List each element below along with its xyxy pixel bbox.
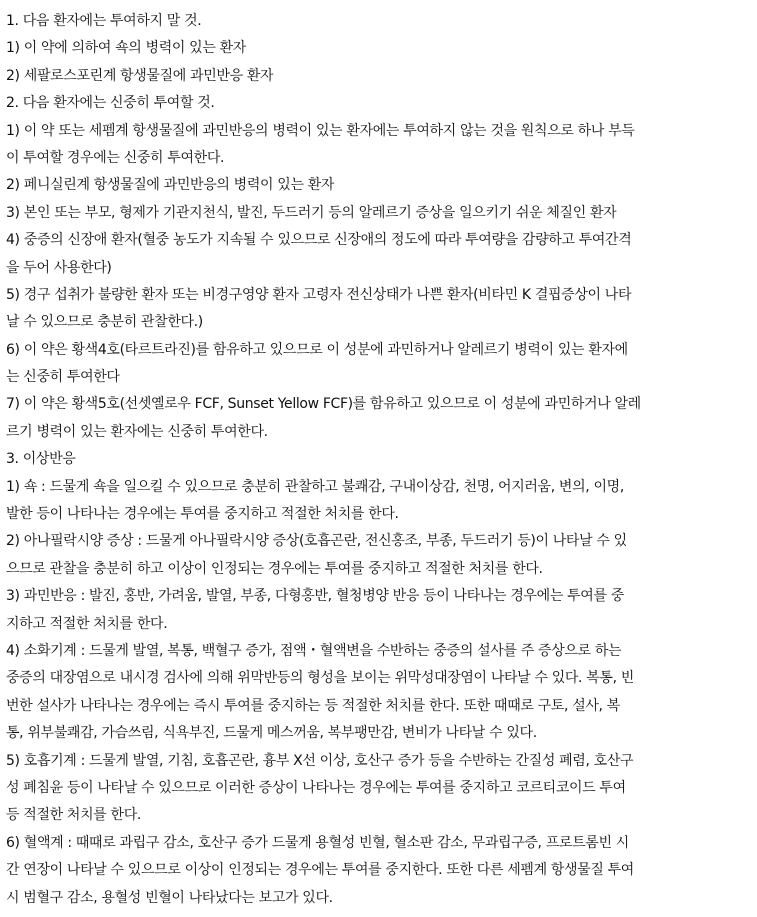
text-line: 2. 다음 환자에는 신중히 투여할 것. (6, 95, 215, 112)
text-line: 1) 이 약 또는 세펨계 항생물질에 과민반응의 병력이 있는 환자에는 투여하지 않는 것을 원칙으로 하나 부득 (6, 122, 635, 139)
document-text (6, 8, 741, 912)
text-line: 날 수 있으므로 충분히 관찰한다.) (6, 314, 203, 331)
text-line: 르기 병력이 있는 환자에는 신중히 투여한다. (6, 423, 268, 440)
text-line: 간 연장이 나타날 수 있으므로 이상이 인정되는 경우에는 투여를 중지한다. 또한 다른 세펨계 항생물질 투여 (6, 862, 634, 879)
text-line: 1) 이 약에 의하여 쇽의 병력이 있는 환자 (6, 40, 246, 57)
text-line: 지하고 적절한 처치를 한다. (6, 615, 168, 632)
text-line: 등 적절한 처치를 한다. (6, 807, 141, 824)
text-line: 1) 쇽 : 드물게 쇽을 일으킬 수 있으므로 충분히 관찰하고 불쾌감, 구내이상감, 천명, 어지러움, 변의, 이명, (6, 478, 624, 495)
text-line: 1. 다음 환자에는 투여하지 말 것. (6, 13, 202, 29)
text-line: 3. 이상반응 (6, 451, 76, 468)
text-line: 통, 위부불쾌감, 가슴쓰림, 식욕부진, 드물게 메스꺼움, 복부팽만감, 변비가 나타날 수 있다. (6, 725, 537, 742)
text-line: 번한 설사가 나타나는 경우에는 즉시 투여를 중지하는 등 적절한 처치를 한다. 또한 때때로 구토, 설사, 복 (6, 697, 620, 714)
text-line: 2) 세팔로스포린계 항생물질에 과민반응 환자 (6, 67, 274, 84)
text-line: 6) 이 약은 황색4호(타르트라진)를 함유하고 있으므로 이 성분에 과민하거나 알레르기 병력이 있는 환자에 (6, 341, 628, 358)
text-line: 을 두어 사용한다) (6, 259, 112, 276)
text-line: 5) 호흡기계 : 드물게 발열, 기침, 호흡곤란, 흉부 X선 이상, 호산구 증가 등을 수반하는 간질성 폐렴, 호산구 (6, 752, 634, 769)
text-line: 3) 과민반응 : 발진, 홍반, 가려움, 발열, 부종, 다형홍반, 혈청병양 반응 등이 나타나는 경우에는 투여를 중 (6, 588, 624, 605)
text-line: 2) 아나필락시양 증상 : 드물게 아나필락시양 증상(호흡곤란, 전신홍조, 부종, 두드러기 등)이 나타날 수 있 (6, 533, 627, 550)
text-line: 성 폐침윤 등이 나타날 수 있으므로 이러한 증상이 나타나는 경우에는 투여를 중지하고 코르티코이드 투여 (6, 779, 626, 796)
text-line: 4) 중증의 신장애 환자(혈중 농도가 지속될 수 있으므로 신장애의 정도에 따라 투여량을 감량하고 투여간격 (6, 232, 632, 249)
text-line: 으므로 관찰을 충분히 하고 이상이 인정되는 경우에는 투여를 중지하고 적절한 처치를 한다. (6, 560, 543, 577)
text-line: 시 범혈구 감소, 용혈성 빈혈이 나타났다는 보고가 있다. (6, 889, 333, 906)
text-line: 2) 페니실린계 항생물질에 과민반응의 병력이 있는 환자 (6, 177, 335, 194)
text-line: 3) 본인 또는 부모, 형제가 기관지천식, 발진, 두드러기 등의 알레르기 증상을 일으키기 쉬운 체질인 환자 (6, 204, 617, 221)
text-line: 이 투여할 경우에는 신중히 투여한다. (6, 149, 225, 166)
text-line: 4) 소화기계 : 드물게 발열, 복통, 백혈구 증가, 점액・혈액변을 수반하는 중증의 설사를 주 증상으로 하는 (6, 642, 622, 659)
text-line: 는 신중히 투여한다 (6, 369, 120, 386)
text-line: 발한 등이 나타나는 경우에는 투여를 중지하고 적절한 처치를 한다. (6, 506, 399, 523)
text-line: 7) 이 약은 황색5호(선셋옐로우 FCF, Sunset Yellow FCF)를 함유하고 있으므로 이 성분에 과민하거나 알레 (6, 396, 641, 413)
text-line: 5) 경구 섭취가 불량한 환자 또는 비경구영양 환자 고령자 전신상태가 나쁜 환자(비타민 K 결핍증상이 나타 (6, 286, 632, 303)
text-line: 중증의 대장염으로 내시경 검사에 의해 위막반등의 형성을 보이는 위막성대장염이 나타날 수 있다. 복통, 빈 (6, 670, 634, 687)
text-line: 6) 혈액계 : 때때로 과립구 감소, 호산구 증가 드물게 용혈성 빈혈, 혈소판 감소, 무과립구증, 프로트롬빈 시 (6, 834, 629, 851)
